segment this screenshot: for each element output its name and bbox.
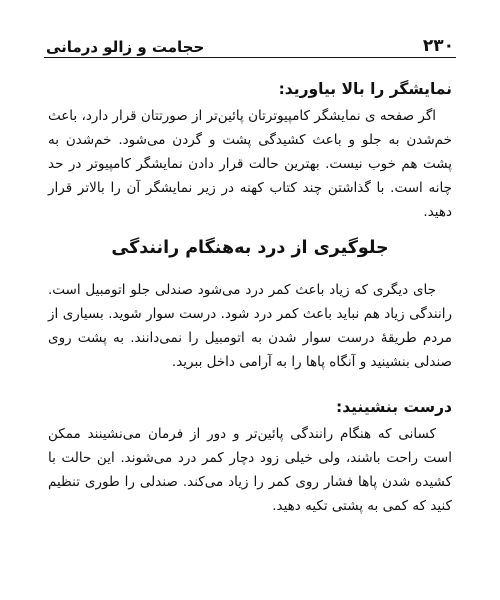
page-header: [46, 30, 454, 56]
paragraph-raise-monitor: اگر صفحه ی نمایشگر کامپیوترتان پائین‌تر از صورتتان قرار دارد، باعث خم‌شدن به جلو و باعث کشیدگی پشت و گردن می‌شود. خم‌شدن به پشت هم خوب نیست. بهترین حالت قرار دادن نمایشگر کامپیوتر در حد چانه است. با گذاشتن چند کتاب کهنه در زیر نمایشگر آن را بالاتر قرار دهید.: [48, 108, 452, 220]
page-body: [48, 80, 452, 518]
subheading-raise-monitor: نمایشگر را بالا بیاورید:: [278, 80, 452, 98]
paragraph-sit-properly: کسانی که هنگام رانندگی پائین‌تر و دور از فرمان می‌نشینند ممکن است راحت باشند، ولی خیلی زود دچار کمر درد می‌شوند. این حالت با کشیده شدن پاها فشار روی کمر را زیاد می‌کند. صندلی را طوری تنظیم کنید که کمی به پشتی تکیه دهید.: [48, 426, 452, 514]
section-heading-driving: جلوگیری از درد به‌هنگام رانندگی: [111, 238, 389, 258]
header-rule: [44, 57, 456, 58]
page-number: ۲۳۰: [422, 36, 454, 56]
subheading-sit-properly: درست بنشینید:: [336, 398, 452, 416]
running-title: حجامت و زالو درمانی: [46, 38, 205, 56]
spacer: [48, 374, 452, 398]
paragraph-driving: جای دیگری که زیاد باعث کمر درد می‌شود صندلی جلو اتومبیل است. رانندگی زیاد هم نباید باعث کمر درد شود. درست سوار شوید. بسیاری از مردم طریقهٔ درست سوار شدن به اتومبیل را نمی‌دانند. به پشت روی صندلی بنشینید و آنگاه پاها را به آرامی داخل ببرید.: [48, 282, 452, 370]
